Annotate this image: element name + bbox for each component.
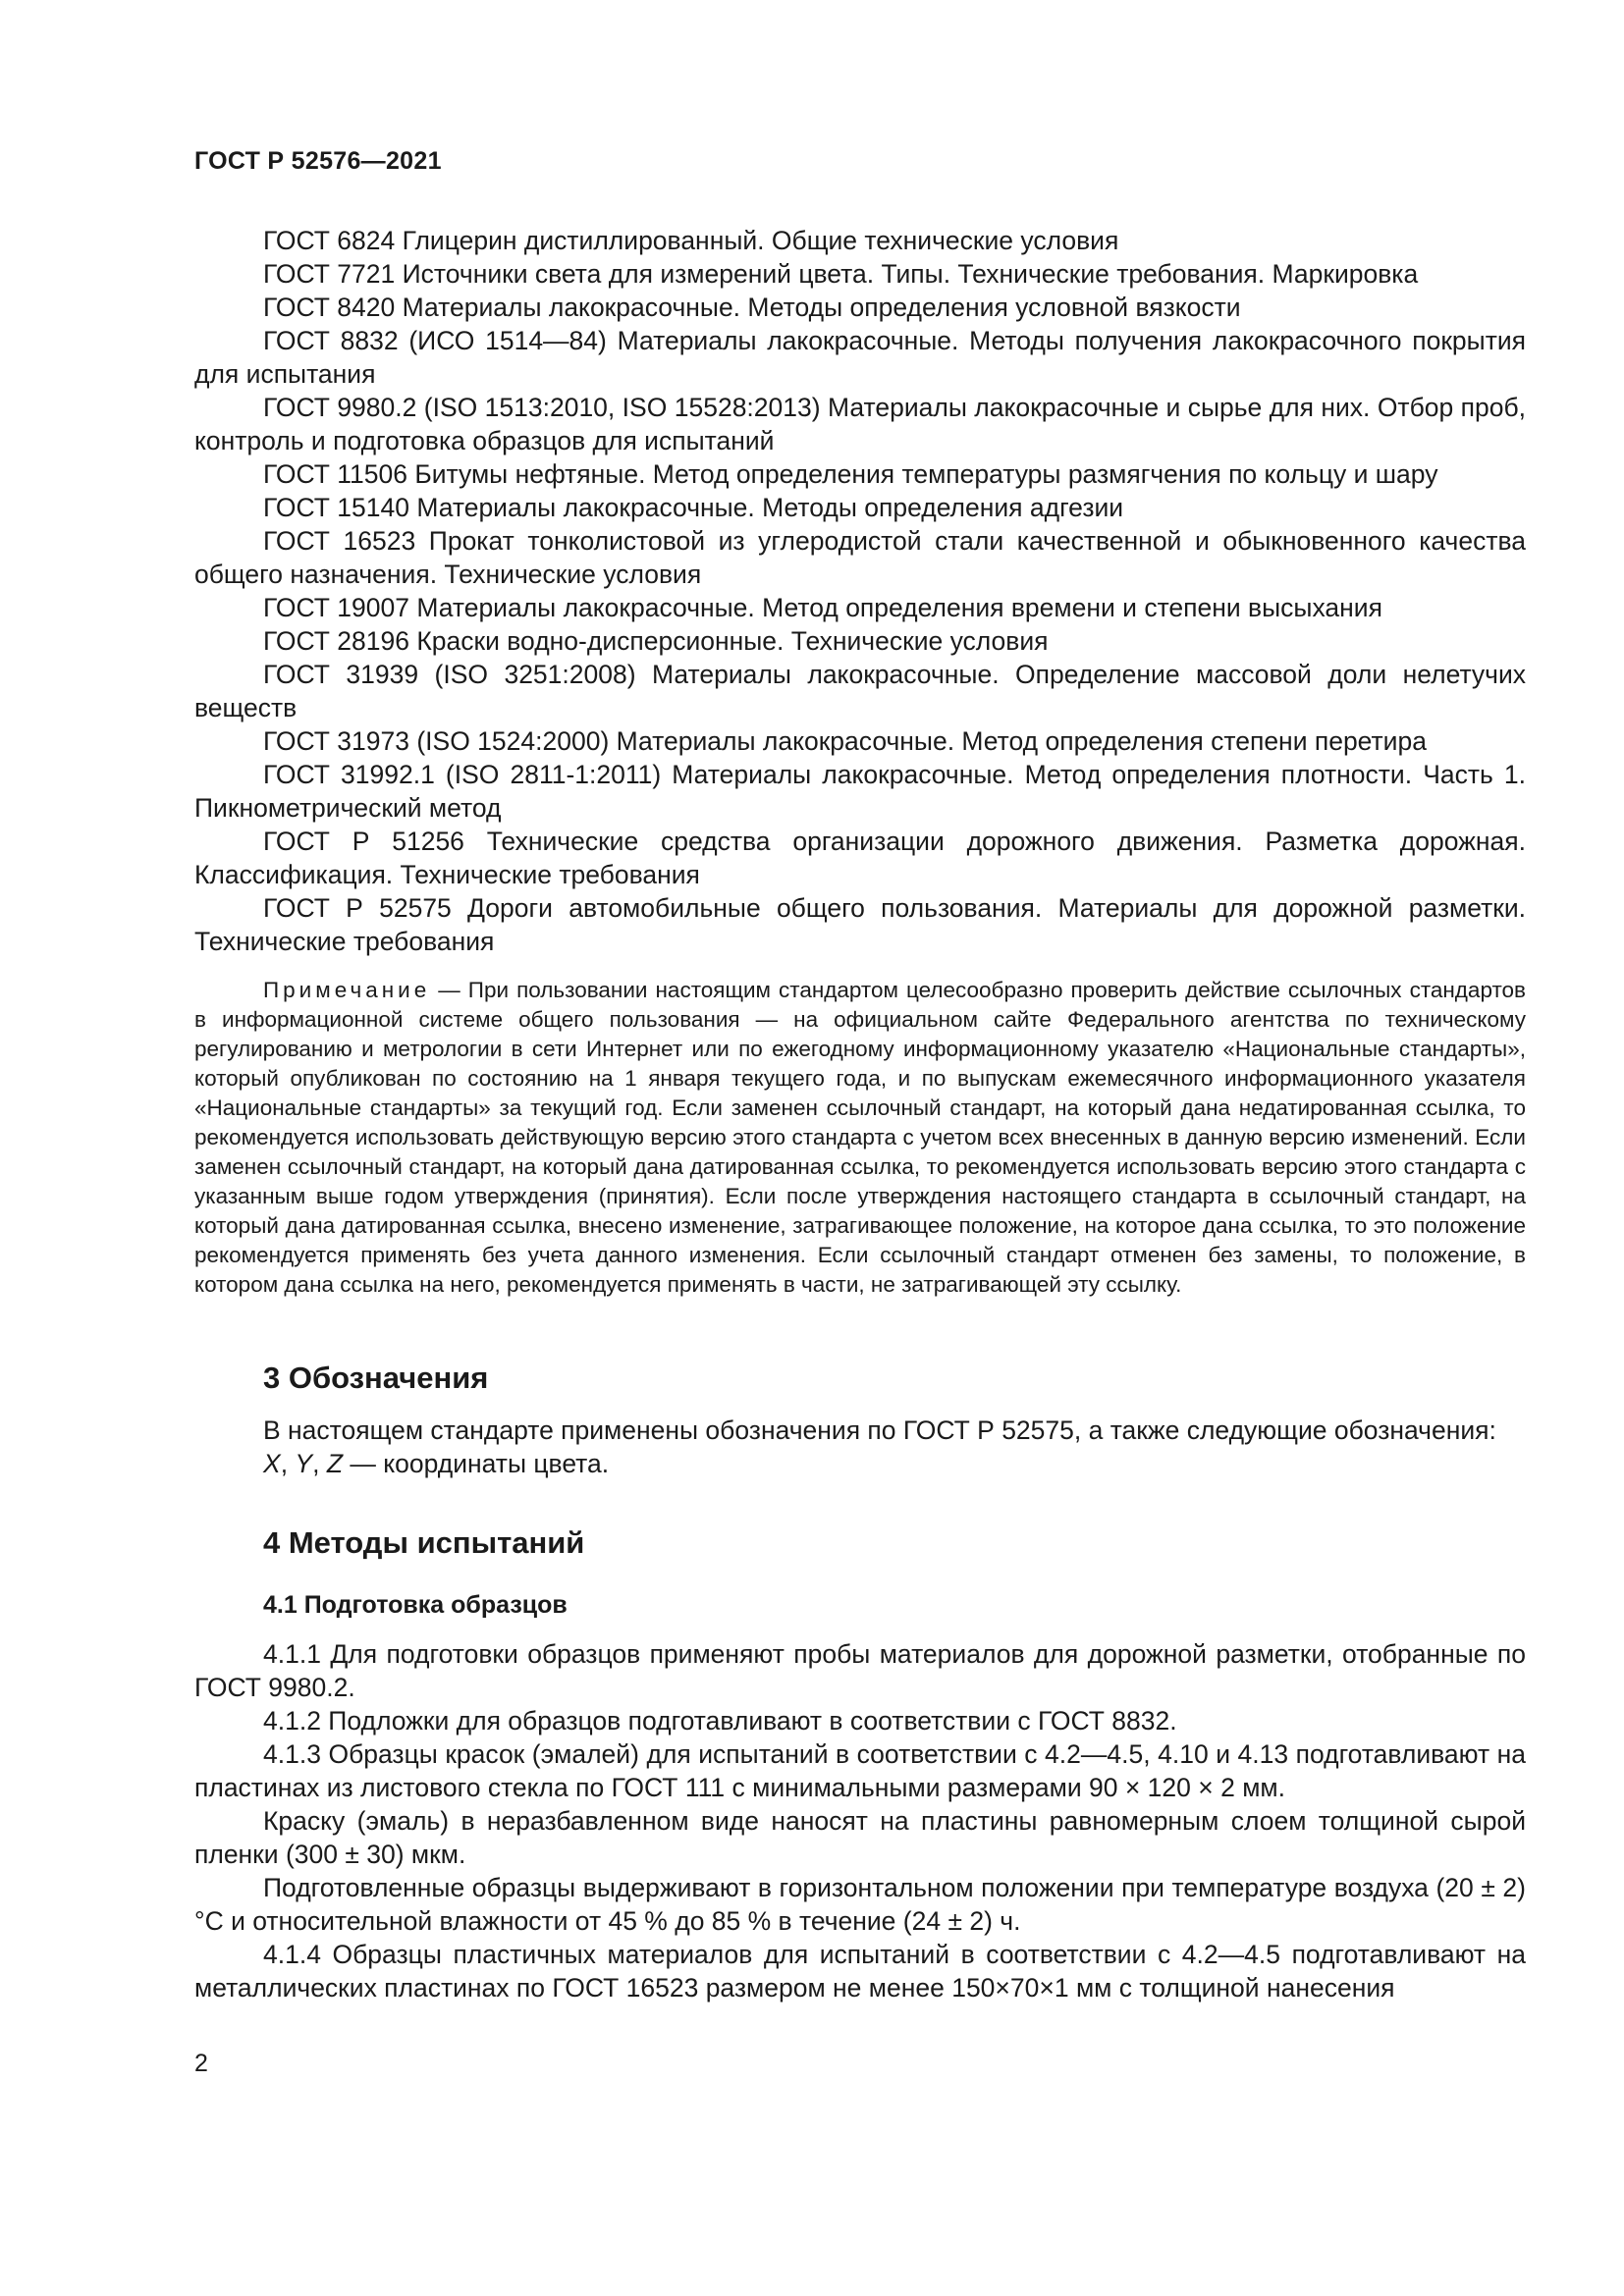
reference-item: ГОСТ 31939 (ISO 3251:2008) Материалы лакокрасочные. Определение массовой доли нелетучих веществ [194, 660, 1526, 722]
document-header: ГОСТ Р 52576—2021 [194, 147, 442, 175]
reference-item: ГОСТ 8832 (ИСО 1514—84) Материалы лакокрасочные. Методы получения лакокрасочного покрытия для испытания [194, 326, 1526, 389]
symbol-separator: , [312, 1449, 327, 1478]
reference-item: ГОСТ Р 52575 Дороги автомобильные общего пользования. Материалы для дорожной разметки. Технические требования [194, 893, 1526, 956]
note-text: — При пользовании настоящим стандартом целесообразно проверить действие ссылочных стандартов в информационной системе общего пользования — на официальном сайте Федерального агентства по техническому регулированию и метрологии в сети Интернет или по ежегодному информационному указателю «Национальные стандарты», который опубликован по состоянию на 1 января текущего года, и по выпускам ежемесячного информационного указателя «Национальные стандарты» за текущий год. Если заменен ссылочный стандарт, на который дана недатированная ссылка, то рекомендуется использовать действующую версию этого стандарта с учетом всех внесенных в данную версию изменений. Если заменен ссылочный стандарт, на который дана датированная ссылка, то рекомендуется использовать версию этого стандарта с указанным выше годом утверждения (принятия). Если после утверждения настоящего стандарта в ссылочный стандарт, на который дана датированная ссылка, внесено изменение, затрагивающее положение, на которое дана ссылка, то это положение рекомендуется применять без учета данного изменения. Если ссылочный стандарт отменен без замены, то положение, в котором дана ссылка на него, рекомендуется применять в части, не затрагивающей эту ссылку. [194, 978, 1526, 1297]
reference-item: ГОСТ 19007 Материалы лакокрасочные. Метод определения времени и степени высыхания [263, 593, 1382, 622]
reference-item: ГОСТ 7721 Источники света для измерений цвета. Типы. Технические требования. Маркировка [263, 259, 1419, 289]
section-4-paragraph: Краску (эмаль) в неразбавленном виде наносят на пластины равномерным слоем толщиной сырой пленки (300 ± 30) мкм. [194, 1806, 1526, 1869]
symbol-z: Z [326, 1449, 344, 1478]
section-4-paragraph: 4.1.3 Образцы красок (эмалей) для испытаний в соответствии с 4.2—4.5, 4.10 и 4.13 подготавливают на пластинах из листового стекла по ГОСТ 111 с минимальными размерами 90 × 120 × 2 мм. [194, 1739, 1526, 1802]
section-4-heading: 4 Методы испытаний [263, 1525, 585, 1560]
section-4-paragraph: 4.1.1 Для подготовки образцов применяют пробы материалов для дорожной разметки, отобранные по ГОСТ 9980.2. [194, 1639, 1526, 1702]
references-list [194, 224, 1526, 958]
symbol-separator: , [280, 1449, 296, 1478]
reference-item: ГОСТ 6824 Глицерин дистиллированный. Общие технические условия [263, 226, 1119, 255]
section-4-paragraph: Подготовленные образцы выдерживают в горизонтальном положении при температуре воздуха (20 ± 2) °С и относительной влажности от 45 % до 85 % в течение (24 ± 2) ч. [194, 1873, 1526, 1936]
section-4-paragraph: 4.1.2 Подложки для образцов подготавливают в соответствии с ГОСТ 8832. [263, 1706, 1177, 1735]
note-paragraph [194, 976, 1526, 1300]
subsection-4-1-heading: 4.1 Подготовка образцов [263, 1591, 568, 1619]
reference-item: ГОСТ 9980.2 (ISO 1513:2010, ISO 15528:2013) Материалы лакокрасочные и сырье для них. Отбор проб, контроль и подготовка образцов для испытаний [194, 393, 1526, 455]
symbol-x: X [263, 1449, 281, 1478]
page-body [194, 224, 1526, 2004]
reference-item: ГОСТ 31973 (ISO 1524:2000) Материалы лакокрасочные. Метод определения степени перетира [263, 726, 1427, 756]
section-3-heading: 3 Обозначения [263, 1361, 489, 1395]
page-number: 2 [194, 2050, 208, 2077]
reference-item: ГОСТ 8420 Материалы лакокрасочные. Методы определения условной вязкости [263, 293, 1241, 322]
reference-item: ГОСТ 15140 Материалы лакокрасочные. Методы определения адгезии [263, 493, 1124, 522]
section-3-symbols [194, 1447, 1526, 1480]
reference-item: ГОСТ 16523 Прокат тонколистовой из углеродистой стали качественной и обыкновенного качества общего назначения. Технические условия [194, 526, 1526, 589]
section-3-intro: В настоящем стандарте применены обозначения по ГОСТ Р 52575, а также следующие обозначения: [263, 1415, 1496, 1445]
reference-item: ГОСТ 31992.1 (ISO 2811-1:2011) Материалы лакокрасочные. Метод определения плотности. Часть 1. Пикнометрический метод [194, 760, 1526, 823]
reference-item: ГОСТ 11506 Битумы нефтяные. Метод определения температуры размягчения по кольцу и шару [263, 459, 1438, 489]
note-label: Примечание [263, 978, 431, 1002]
section-4-paragraph: 4.1.4 Образцы пластичных материалов для испытаний в соответствии с 4.2—4.5 подготавливают на металлических пластинах по ГОСТ 16523 размером не менее 150×70×1 мм с толщиной нанесения [194, 1940, 1526, 2002]
reference-item: ГОСТ Р 51256 Технические средства организации дорожного движения. Разметка дорожная. Классификация. Технические требования [194, 827, 1526, 889]
symbol-y: Y [295, 1449, 313, 1478]
symbols-definition: — координаты цвета. [343, 1449, 610, 1478]
reference-item: ГОСТ 28196 Краски водно-дисперсионные. Технические условия [263, 626, 1049, 656]
